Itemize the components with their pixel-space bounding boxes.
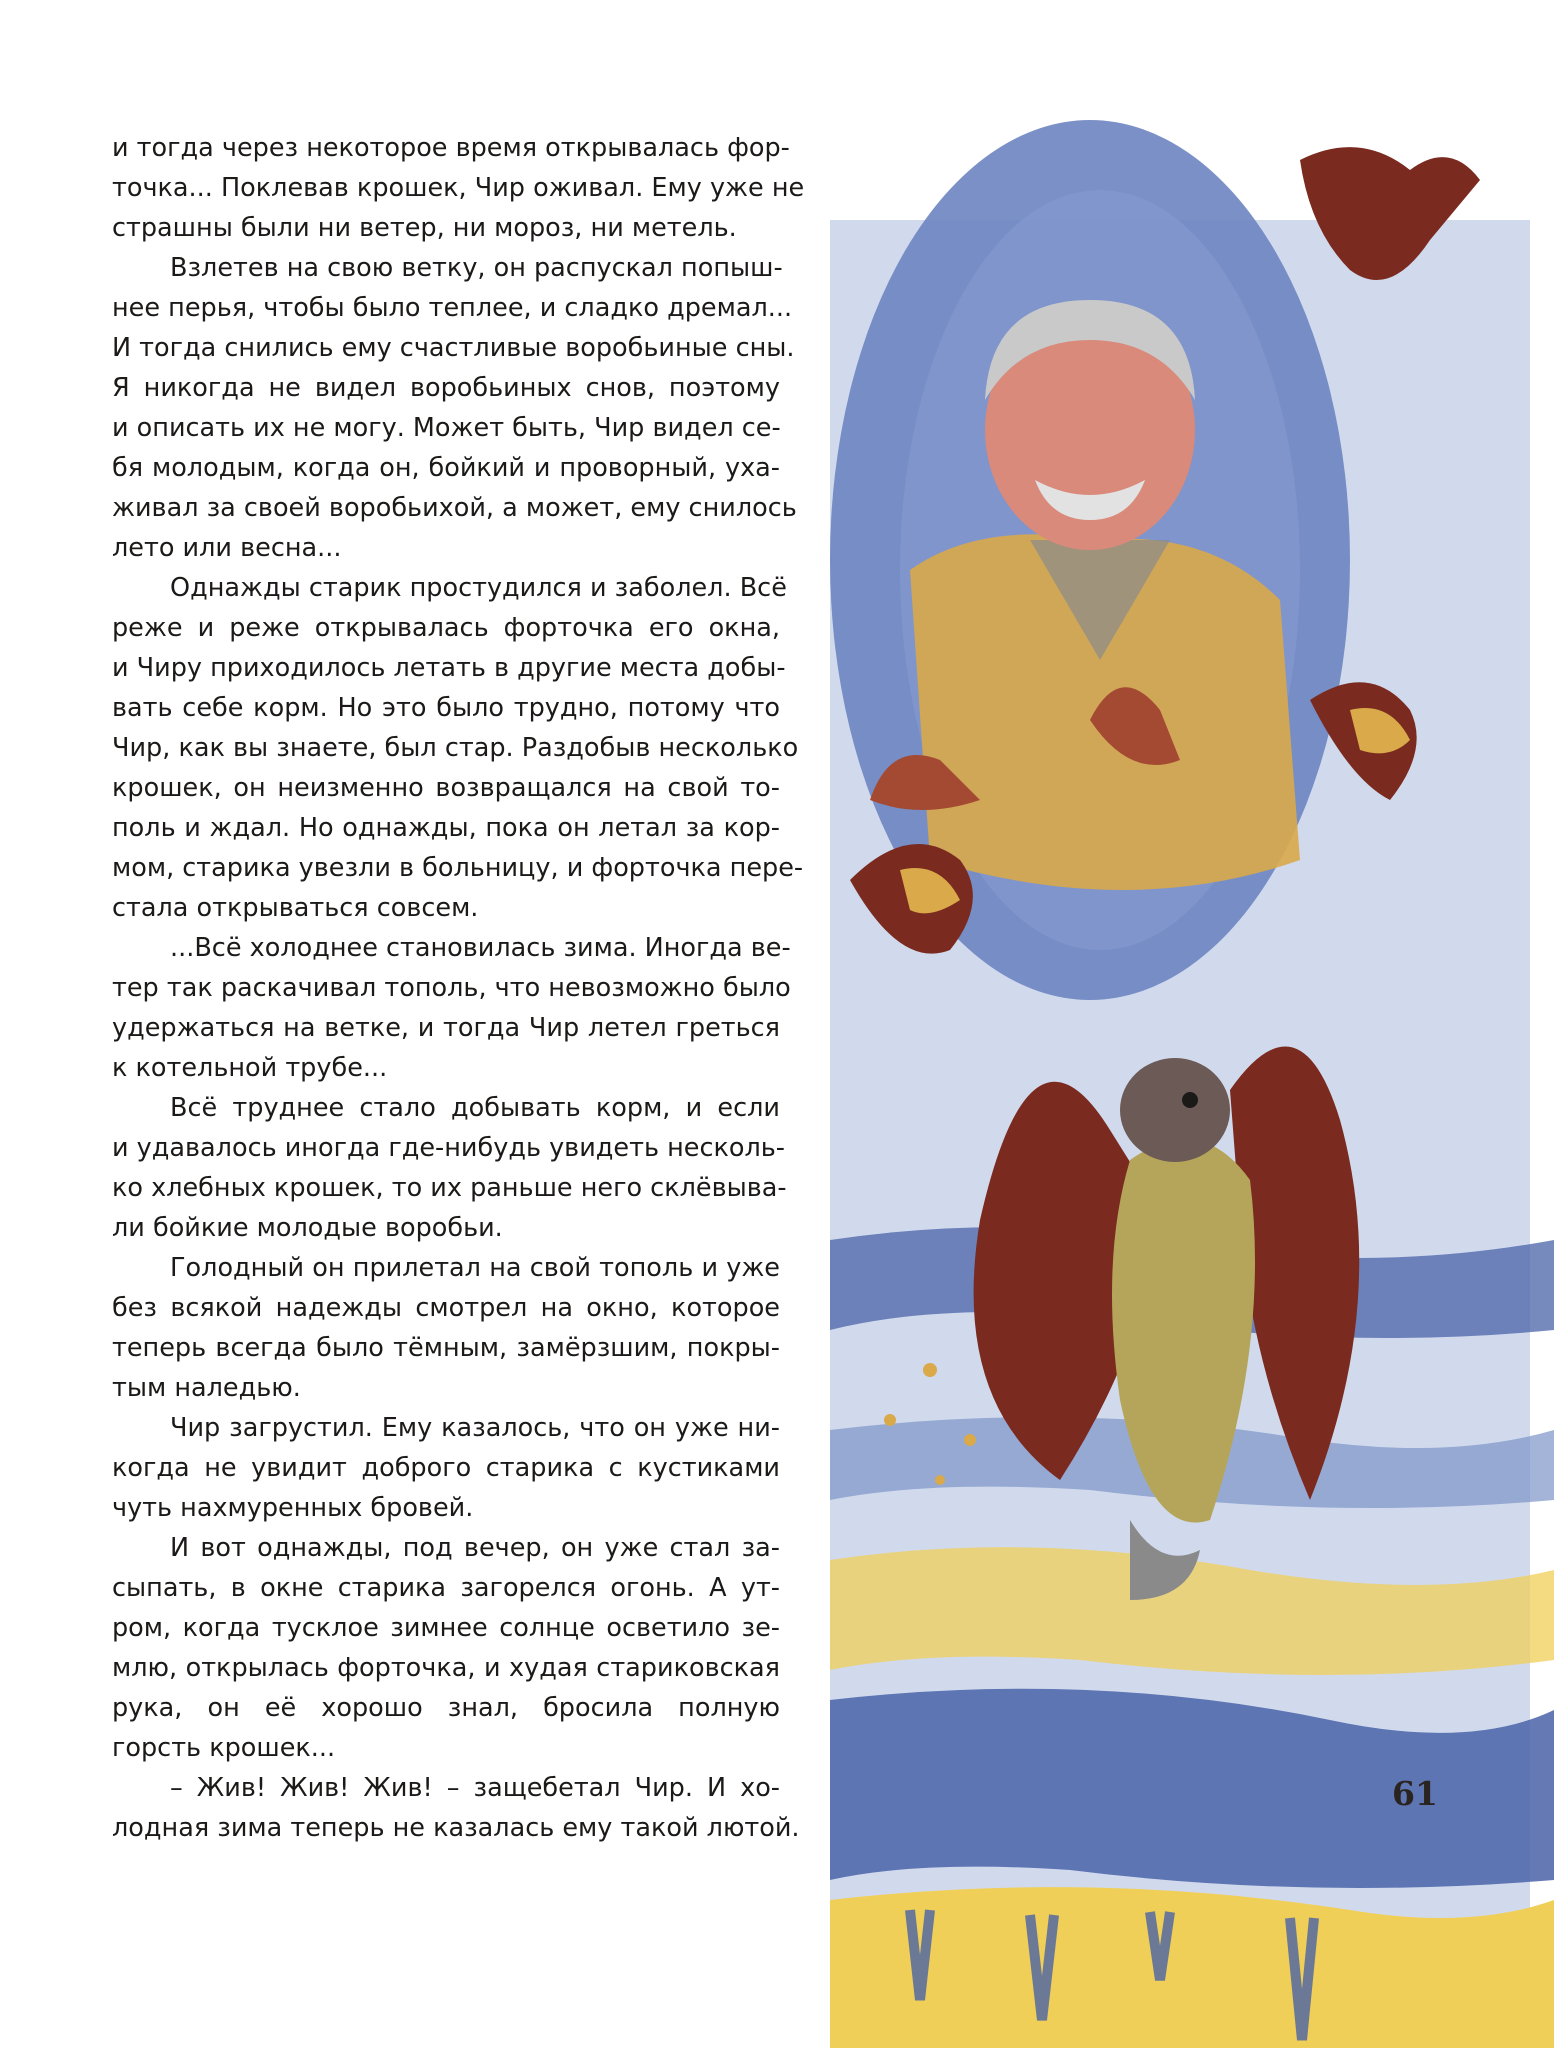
text-line: Однажды старик простудился и заболел. Всё: [170, 573, 787, 603]
text-line: ром, когда тусклое зимнее солнце осветило зе-: [112, 1613, 780, 1643]
chir-head: [1120, 1058, 1230, 1162]
chir-eye: [1182, 1092, 1198, 1108]
text-line: теперь всегда было тёмным, замёрзшим, покры-: [112, 1333, 780, 1363]
text-line: лодная зима теперь не казалась ему такой лютой.: [112, 1813, 800, 1843]
text-line: тым наледью.: [112, 1373, 301, 1403]
text-line: страшны были ни ветер, ни мороз, ни метель.: [112, 213, 737, 243]
text-line: Чир, как вы знаете, был стар. Раздобыв несколько: [112, 733, 799, 763]
text-line: крошек, он неизменно возвращался на свой то-: [112, 773, 780, 803]
text-line: тер так раскачивал тополь, что невозможно было: [112, 973, 791, 1003]
crumb: [964, 1434, 976, 1446]
text-line: Всё труднее стало добывать корм, и если: [170, 1093, 780, 1123]
text-line: ли бойкие молодые воробьи.: [112, 1213, 503, 1243]
text-line: рука, он её хорошо знал, бросила полную: [112, 1693, 780, 1723]
text-line: вать себе корм. Но это было трудно, потому что: [112, 693, 780, 723]
text-line: млю, открылась форточка, и худая стариковская: [112, 1653, 780, 1683]
text-line: и описать их не могу. Может быть, Чир видел се-: [112, 413, 781, 443]
story-text: [112, 128, 805, 1848]
text-line: и удавалось иногда где-нибудь увидеть несколь-: [112, 1133, 785, 1163]
text-line: И вот однажды, под вечер, он уже стал за-: [170, 1533, 780, 1563]
text-line: бя молодым, когда он, бойкий и проворный, уха-: [112, 453, 780, 483]
text-line: Я никогда не видел воробьиных снов, поэтому: [112, 373, 780, 403]
text-line: ...Всё холоднее становилась зима. Иногда ве-: [170, 933, 791, 963]
text-line: поль и ждал. Но однажды, пока он летал за кор-: [112, 813, 780, 843]
text-line: лето или весна...: [112, 533, 342, 563]
text-line: когда не увидит доброго старика с кустиками: [112, 1453, 780, 1483]
text-line: стала открываться совсем.: [112, 893, 479, 923]
text-line: к котельной трубе...: [112, 1053, 388, 1083]
text-line: ко хлебных крошек, то их раньше него склёвыва-: [112, 1173, 787, 1203]
text-line: и тогда через некоторое время открывалась фор-: [112, 133, 790, 163]
text-line: сыпать, в окне старика загорелся огонь. А ут-: [112, 1573, 780, 1603]
text-line: мом, старика увезли в больницу, и форточка пере-: [112, 853, 804, 883]
text-line: Чир загрустил. Ему казалось, что он уже ни-: [170, 1413, 780, 1443]
watercolor-illustration: [830, 100, 1554, 2048]
crumb: [884, 1414, 896, 1426]
text-line: удержаться на ветке, и тогда Чир летел греться: [112, 1013, 780, 1043]
text-line: точка... Поклевав крошек, Чир оживал. Ему уже не: [112, 173, 805, 203]
text-line: – Жив! Жив! Жив! – защебетал Чир. И хо-: [170, 1773, 780, 1803]
page-number: 61: [1392, 1774, 1438, 1813]
text-line: Взлетев на свою ветку, он распускал попыш-: [170, 253, 783, 283]
text-line: И тогда снились ему счастливые воробьиные сны.: [112, 333, 795, 363]
text-line: живал за своей воробьихой, а может, ему снилось: [112, 493, 797, 523]
crumb: [923, 1363, 937, 1377]
text-line: чуть нахмуренных бровей.: [112, 1493, 474, 1523]
text-line: без всякой надежды смотрел на окно, которое: [112, 1293, 780, 1323]
text-line: горсть крошек...: [112, 1733, 336, 1763]
text-line: реже и реже открывалась форточка его окна,: [112, 613, 780, 643]
crumb: [935, 1475, 945, 1485]
text-line: и Чиру приходилось летать в другие места добы-: [112, 653, 786, 683]
text-line: Голодный он прилетал на свой тополь и уже: [170, 1253, 780, 1283]
text-line: нее перья, чтобы было теплее, и сладко дремал...: [112, 293, 793, 323]
